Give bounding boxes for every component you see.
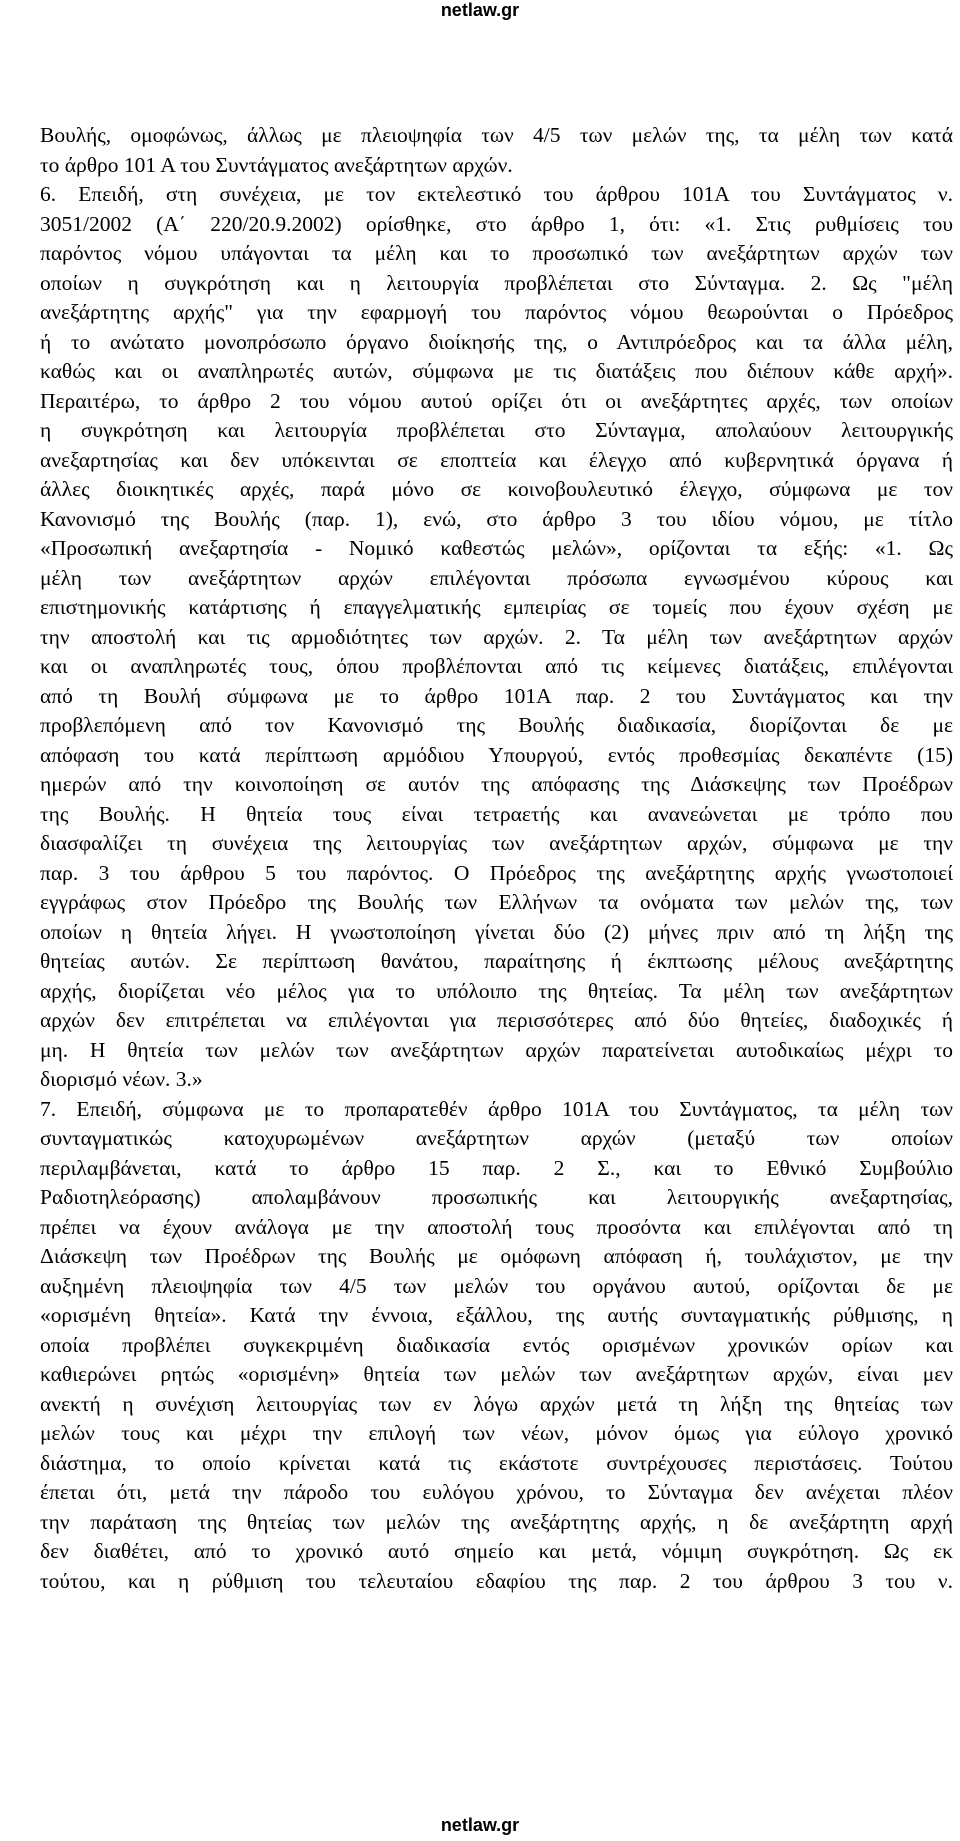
text-line: μη. Η θητεία των μελών των ανεξάρτητων αρχών παρατείνεται αυτοδικαίως μέχρι το [40,1037,953,1062]
text-line: διορισμό νέων. 3.» [40,1067,203,1091]
text-line: παρ. 3 του άρθρου 5 του παρόντος. Ο Πρόεδρος της ανεξάρτητης αρχής γνωστοποιεί [40,860,953,885]
text-line: πρέπει να έχουν ανάλογα με την αποστολή τους προσόντα και επιλέγονται από τη [40,1214,953,1239]
text-line: την αποστολή και τις αρμοδιότητες των αρχών. 2. Τα μέλη των ανεξάρτητων αρχών [40,624,953,649]
text-line: το άρθρο 101 Α του Συντάγματος ανεξάρτητων αρχών. [40,152,513,177]
text-line: ή το ανώτατο μονοπρόσωπο όργανο διοίκησής της, ο Αντιπρόεδρος και τα άλλα μέλη, [40,329,953,354]
text-line: συνταγματικώς κατοχυρωμένων ανεξάρτητων αρχών (μεταξύ των οποίων [40,1126,953,1150]
text-line: 6. Επειδή, στη συνέχεια, με τον εκτελεστικό του άρθρου 101Α του Συντάγματος ν. [40,182,953,206]
text-line: και οι αναπληρωτές τους, όπου προβλέπονται από τις κείμενες διατάξεις, επιλέγονται [40,654,953,678]
text-line: «ορισμένη θητεία». Κατά την έννοια, εξάλλου, της αυτής συνταγματικής ρύθμισης, η [40,1303,953,1327]
text-line: οποίων η συγκρότηση και η λειτουργία προβλέπεται στο Σύνταγμα. 2. Ως "μέλη [40,270,953,295]
text-line: Κανονισμό της Βουλής (παρ. 1), ενώ, στο άρθρο 3 του ιδίου νόμου, με τίτλο [40,506,953,531]
text-line: αρχών δεν επιτρέπεται να επιλέγονται για περισσότερες από δύο θητείες, διαδοχικές ή [40,1008,953,1032]
page-footer: netlaw.gr [440,1815,520,1835]
text-line: διάστημα, το οποίο κρίνεται κατά τις εκάστοτε συντρέχουσες περιστάσεις. Τούτου [40,1450,953,1475]
text-line: η συγκρότηση και λειτουργία προβλέπεται στο Σύνταγμα, απολαύουν λειτουργικής [40,418,953,442]
text-line: διασφαλίζει τη συνέχεια της λειτουργίας των ανεξάρτητων αρχών, σύμφωνα με την [40,831,953,855]
text-line: οποία προβλέπει συγκεκριμένη διαδικασία εντός ορισμένων χρονικών ορίων και [40,1332,953,1357]
text-line: της Βουλής. Η θητεία τους είναι τετραετής και ανανεώνεται με τρόπο που [40,801,953,826]
text-line: απόφαση του κατά περίπτωση αρμόδιου Υπουργού, εντός προθεσμίας δεκαπέντε (15) [40,742,953,767]
text-line: καθιερώνει ρητώς «ορισμένη» θητεία των μελών των ανεξάρτητων αρχών, είναι μεν [40,1362,953,1386]
text-line: ανεξαρτησίας και δεν υπόκεινται σε εποπτεία και έλεγχο από κυβερνητικά όργανα ή [40,447,953,472]
text-line: έπεται ότι, μετά την πάροδο του ευλόγου χρόνου, το Σύνταγμα δεν ανέχεται πλέον [40,1480,953,1504]
text-line: εγγράφως στον Πρόεδρο της Βουλής των Ελλήνων τα ονόματα των μελών της, των [40,890,953,914]
text-line: επιστημονικής κατάρτισης ή επαγγελματικής εμπειρίας σε τομείς που έχουν σχέση με [40,595,953,619]
document-body [40,121,953,1596]
text-line: αυξημένη πλειοψηφία των 4/5 των μελών του οργάνου αυτού, ορίζονται δε με [40,1273,953,1298]
text-line: Ραδιοτηλεόρασης) απολαμβάνουν προσωπικής και λειτουργικής ανεξαρτησίας, [40,1185,953,1209]
text-line: ανεκτή η συνέχιση λειτουργίας των εν λόγω αρχών μετά τη λήξη της θητείας των [40,1391,953,1416]
text-line: Διάσκεψη των Προέδρων της Βουλής με ομόφωνη απόφαση ή, τουλάχιστον, με την [40,1244,953,1268]
text-line: θητείας αυτών. Σε περίπτωση θανάτου, παραίτησης ή έκπτωσης μέλους ανεξάρτητης [40,949,953,973]
text-line: προβλεπόμενη από τον Κανονισμό της Βουλής διαδικασία, διορίζονται δε με [40,713,953,737]
text-line: ανεξάρτητης αρχής" για την εφαρμογή του παρόντος νόμου θεωρούνται ο Πρόεδρος [40,300,953,324]
page-header: netlaw.gr [440,0,520,20]
text-line: 7. Επειδή, σύμφωνα με το προπαρατεθέν άρθρο 101Α του Συντάγματος, τα μέλη των [40,1096,953,1121]
text-line: δεν διαθέτει, από το χρονικό αυτό σημείο και μετά, νόμιμη συγκρότηση. Ως εκ [40,1539,953,1563]
text-line: άλλες διοικητικές αρχές, παρά μόνο σε κοινοβουλευτικό έλεγχο, σύμφωνα με τον [40,477,953,501]
text-line: την παράταση της θητείας των μελών της ανεξάρτητης αρχής, η δε ανεξάρτητη αρχή [40,1509,953,1534]
text-line: τούτου, και η ρύθμιση του τελευταίου εδαφίου της παρ. 2 του άρθρου 3 του ν. [40,1568,953,1593]
text-line: 3051/2002 (Α΄ 220/20.9.2002) ορίσθηκε, στο άρθρο 1, ότι: «1. Στις ρυθμίσεις του [40,211,953,236]
text-line: οποίων η θητεία λήγει. Η γνωστοποίηση γίνεται δύο (2) μήνες πριν από τη λήξη της [40,919,953,944]
text-line: ημερών από την κοινοποίηση σε αυτόν της απόφασης της Διάσκεψης των Προέδρων [40,772,953,796]
text-line: αρχής, διορίζεται νέο μέλος για το υπόλοιπο της θητείας. Τα μέλη των ανεξάρτητων [40,978,953,1003]
text-line: παρόντος νόμου υπάγονται τα μέλη και το προσωπικό των ανεξάρτητων αρχών των [40,241,953,265]
text-line: μέλη των ανεξάρτητων αρχών επιλέγονται πρόσωπα εγνωσμένου κύρους και [40,565,953,590]
text-line: Περαιτέρω, το άρθρο 2 του νόμου αυτού ορίζει ότι οι ανεξάρτητες αρχές, των οποίων [40,388,953,413]
text-line: καθώς και οι αναπληρωτές αυτών, σύμφωνα με τις διατάξεις που διέπουν κάθε αρχή». [40,359,953,383]
text-line: περιλαμβάνεται, κατά το άρθρο 15 παρ. 2 Σ., και το Εθνικό Συμβούλιο [40,1155,953,1180]
text-line: μελών τους και μέχρι την επιλογή των νέων, μόνον όμως για εύλογο χρονικό [40,1421,953,1445]
text-line: Βουλής, ομοφώνως, άλλως με πλειοψηφία των 4/5 των μελών της, τα μέλη των κατά [40,123,953,147]
text-line: από τη Βουλή σύμφωνα με το άρθρο 101Α παρ. 2 του Συντάγματος και την [40,683,953,708]
text-line: «Προσωπική ανεξαρτησία - Νομικό καθεστώς μελών», ορίζονται τα εξής: «1. Ως [40,536,953,560]
